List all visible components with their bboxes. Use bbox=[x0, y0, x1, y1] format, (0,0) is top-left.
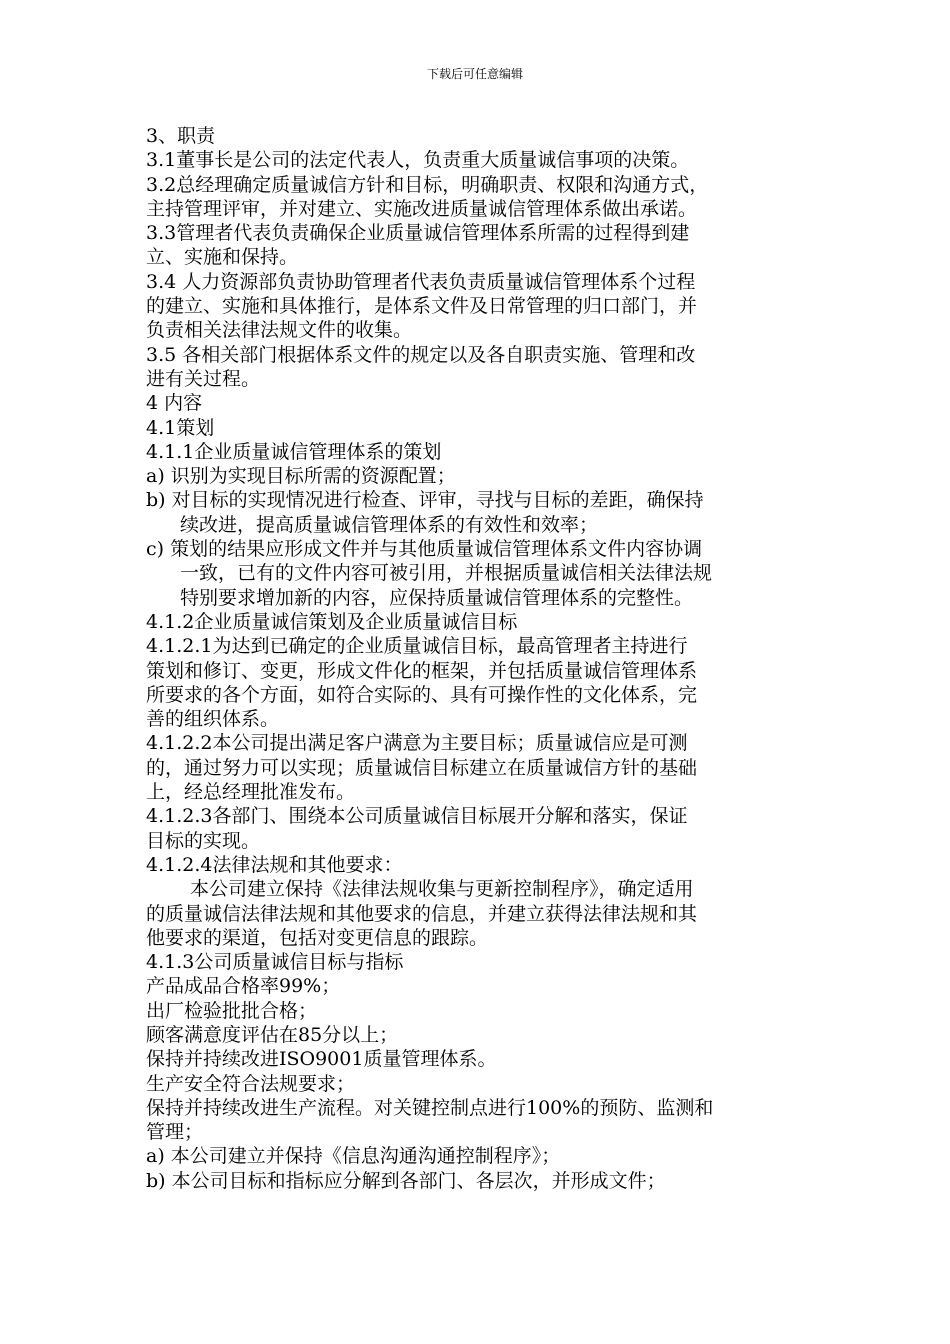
list-item: b) 对目标的实现情况进行检查、评审，寻找与目标的差距，确保持 bbox=[146, 489, 704, 512]
list-item: c) 策划的结果应形成文件并与其他质量诚信管理体系文件内容协调 bbox=[146, 538, 703, 561]
list-item-continuation: 特别要求增加新的内容，应保持质量诚信管理体系的完整性。 bbox=[180, 586, 694, 609]
text-line: 的，通过努力可以实现；质量诚信目标建立在质量诚信方针的基础 bbox=[146, 756, 698, 779]
text-line: 的质量诚信法律法规和其他要求的信息，并建立获得法律法规和其 bbox=[146, 902, 698, 925]
text-line: 3.4 人力资源部负责协助管理者代表负责质量诚信管理体系个过程 bbox=[146, 270, 696, 293]
subsection-heading: 4.1.1企业质量诚信管理体系的策划 bbox=[146, 440, 442, 463]
page-header: 下载后可任意编辑 bbox=[426, 67, 523, 81]
section-heading: 3、职责 bbox=[146, 125, 216, 147]
text-line: 善的组织体系。 bbox=[146, 708, 280, 731]
text-line: 的建立、实施和具体推行，是体系文件及日常管理的归口部门，并 bbox=[146, 295, 698, 318]
subsection-heading: 4.1策划 bbox=[146, 416, 215, 439]
subsection-heading: 4.1.3公司质量诚信目标与指标 bbox=[146, 951, 404, 974]
target-item: 保持并持续改进生产流程。对关键控制点进行100%的预防、监测和 bbox=[146, 1096, 714, 1119]
text-line: 3.5 各相关部门根据体系文件的规定以及各自职责实施、管理和改 bbox=[146, 343, 696, 366]
text-line: 3.3管理者代表负责确保企业质量诚信管理体系所需的过程得到建 bbox=[146, 222, 690, 245]
text-line: 立、实施和保持。 bbox=[146, 246, 299, 269]
target-item: 生产安全符合法规要求； bbox=[146, 1072, 356, 1095]
text-line: 3.1董事长是公司的法定代表人，负责重大质量诚信事项的决策。 bbox=[146, 149, 690, 172]
text-line: 负责相关法律法规文件的收集。 bbox=[146, 319, 413, 342]
text-line: 目标的实现。 bbox=[146, 829, 261, 852]
text-line: 4.1.2.3各部门、围绕本公司质量诚信目标展开分解和落实，保证 bbox=[146, 805, 688, 828]
text-line: 策划和修订、变更，形成文件化的框架，并包括质量诚信管理体系 bbox=[146, 659, 698, 682]
list-item-continuation: 续改进，提高质量诚信管理体系的有效性和效率； bbox=[180, 513, 599, 536]
list-item: a) 识别为实现目标所需的资源配置； bbox=[146, 465, 456, 488]
text-line: 4.1.2.1为达到已确定的企业质量诚信目标，最高管理者主持进行 bbox=[146, 635, 688, 658]
list-item: a) 本公司建立并保持《信息沟通沟通控制程序》； bbox=[146, 1145, 561, 1168]
subsection-heading: 4.1.2企业质量诚信策划及企业质量诚信目标 bbox=[146, 610, 518, 633]
section-heading: 4 内容 bbox=[146, 392, 203, 415]
paragraph-first-line: 本公司建立保持《法律法规收集与更新控制程序》，确定适用 bbox=[190, 878, 694, 901]
text-line: 进有关过程。 bbox=[146, 367, 261, 390]
target-item: 出厂检验批批合格； bbox=[146, 999, 318, 1022]
text-line: 上，经总经理批准发布。 bbox=[146, 781, 356, 804]
target-item: 产品成品合格率99%； bbox=[146, 975, 341, 998]
target-item: 顾客满意度评估在85分以上； bbox=[146, 1023, 399, 1046]
list-item-continuation: 一致，已有的文件内容可被引用，并根据质量诚信相关法律法规 bbox=[180, 562, 713, 585]
text-line: 管理； bbox=[146, 1121, 204, 1144]
text-line: 他要求的渠道，包括对变更信息的跟踪。 bbox=[146, 926, 489, 949]
text-line: 所要求的各个方面，如符合实际的、具有可操作性的文化体系，完 bbox=[146, 683, 698, 706]
target-item: 保持并持续改进ISO9001质量管理体系。 bbox=[146, 1048, 497, 1071]
text-line: 4.1.2.2本公司提出满足客户满意为主要目标；质量诚信应是可测 bbox=[146, 732, 688, 755]
text-line: 3.2总经理确定质量诚信方针和目标，明确职责、权限和沟通方式， bbox=[146, 173, 709, 196]
list-item: b) 本公司目标和指标应分解到各部门、各层次，并形成文件； bbox=[146, 1169, 666, 1192]
text-line: 主持管理评审，并对建立、实施改进质量诚信管理体系做出承诺。 bbox=[146, 197, 698, 220]
text-line: 4.1.2.4法律法规和其他要求： bbox=[146, 853, 403, 876]
document-body bbox=[146, 124, 816, 1193]
